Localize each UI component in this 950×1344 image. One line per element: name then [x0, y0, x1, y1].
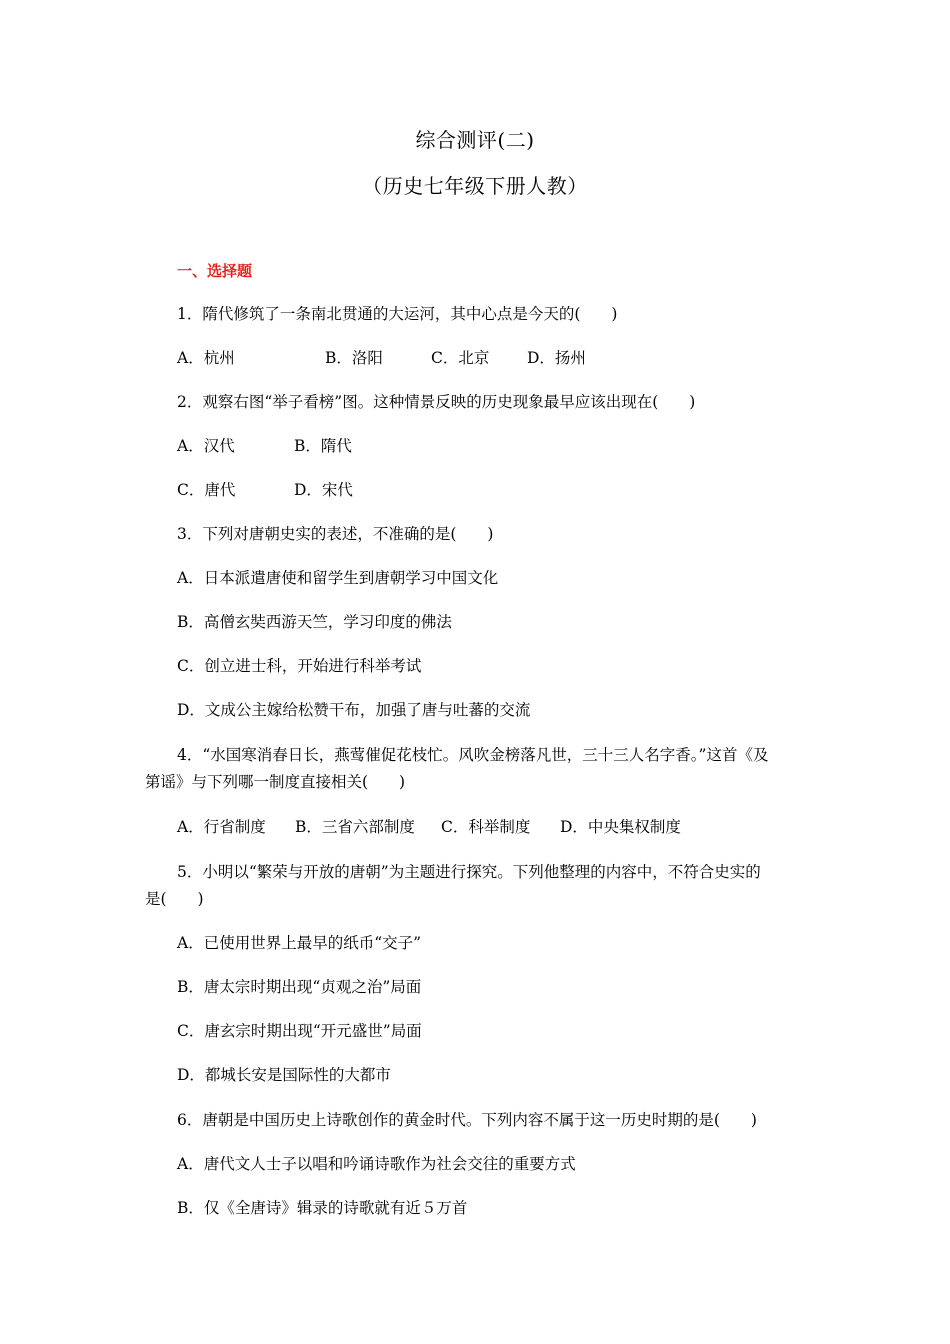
question-6-stem: 6．唐朝是中国历史上诗歌创作的黄金时代。下列内容不属于这一历史时期的是( ) [177, 1111, 757, 1129]
question-2-option-c: C．唐代 [177, 481, 236, 499]
question-4-option-c: C．科举制度 [441, 818, 531, 836]
question-1-option-d: D．扬州 [527, 349, 586, 367]
question-2-option-b: B．隋代 [294, 437, 352, 455]
question-3-option-b: B．高僧玄奘西游天竺，学习印度的佛法 [177, 613, 452, 631]
question-4-option-a: A．行省制度 [177, 818, 266, 836]
question-1-option-a: A．杭州 [177, 349, 235, 367]
question-3-option-d: D．文成公主嫁给松赞干布，加强了唐与吐蕃的交流 [177, 701, 531, 719]
question-4-option-d: D．中央集权制度 [560, 818, 681, 836]
question-5-option-a: A．已使用世界上最早的纸币“交子” [177, 934, 422, 952]
question-3-stem: 3．下列对唐朝史实的表述，不准确的是( ) [177, 525, 494, 543]
question-1-option-b: B．洛阳 [325, 349, 383, 367]
question-3-option-c: C．创立进士科，开始进行科举考试 [177, 657, 422, 675]
question-3-option-a: A．日本派遣唐使和留学生到唐朝学习中国文化 [177, 569, 499, 587]
question-4-option-b: B．三省六部制度 [295, 818, 415, 836]
page-title: 综合测评(二) [415, 128, 535, 152]
question-2-stem: 2．观察右图“举子看榜”图。这种情景反映的历史现象最早应该出现在( ) [177, 393, 696, 411]
question-5-stem-line1: 5．小明以“繁荣与开放的唐朝”为主题进行探究。下列他整理的内容中，不符合史实的 [177, 863, 761, 881]
question-6-option-b: B．仅《全唐诗》辑录的诗歌就有近５万首 [177, 1199, 468, 1217]
question-2-option-a: A．汉代 [177, 437, 235, 455]
question-5-stem-line2: 是( ) [145, 890, 204, 908]
question-1-option-c: C．北京 [431, 349, 490, 367]
question-5-option-d: D．都城长安是国际性的大都市 [177, 1066, 391, 1084]
question-2-option-d: D．宋代 [294, 481, 353, 499]
question-5-option-b: B．唐太宗时期出现“贞观之治”局面 [177, 978, 422, 996]
question-5-option-c: C．唐玄宗时期出现“开元盛世”局面 [177, 1022, 422, 1040]
question-1-stem: 1．隋代修筑了一条南北贯通的大运河，其中心点是今天的( ) [177, 305, 618, 323]
question-6-option-a: A．唐代文人士子以唱和吟诵诗歌作为社会交往的重要方式 [177, 1155, 576, 1173]
page-subtitle: （历史七年级下册人教） [362, 174, 588, 198]
question-4-stem-line2: 第谣》与下列哪一制度直接相关( ) [145, 773, 406, 791]
section-heading: 一、选择题 [177, 262, 253, 280]
question-4-stem-line1: 4．“水国寒消春日长，燕莺催促花枝忙。风吹金榜落凡世，三十三人名字香。”这首《及 [177, 746, 769, 764]
